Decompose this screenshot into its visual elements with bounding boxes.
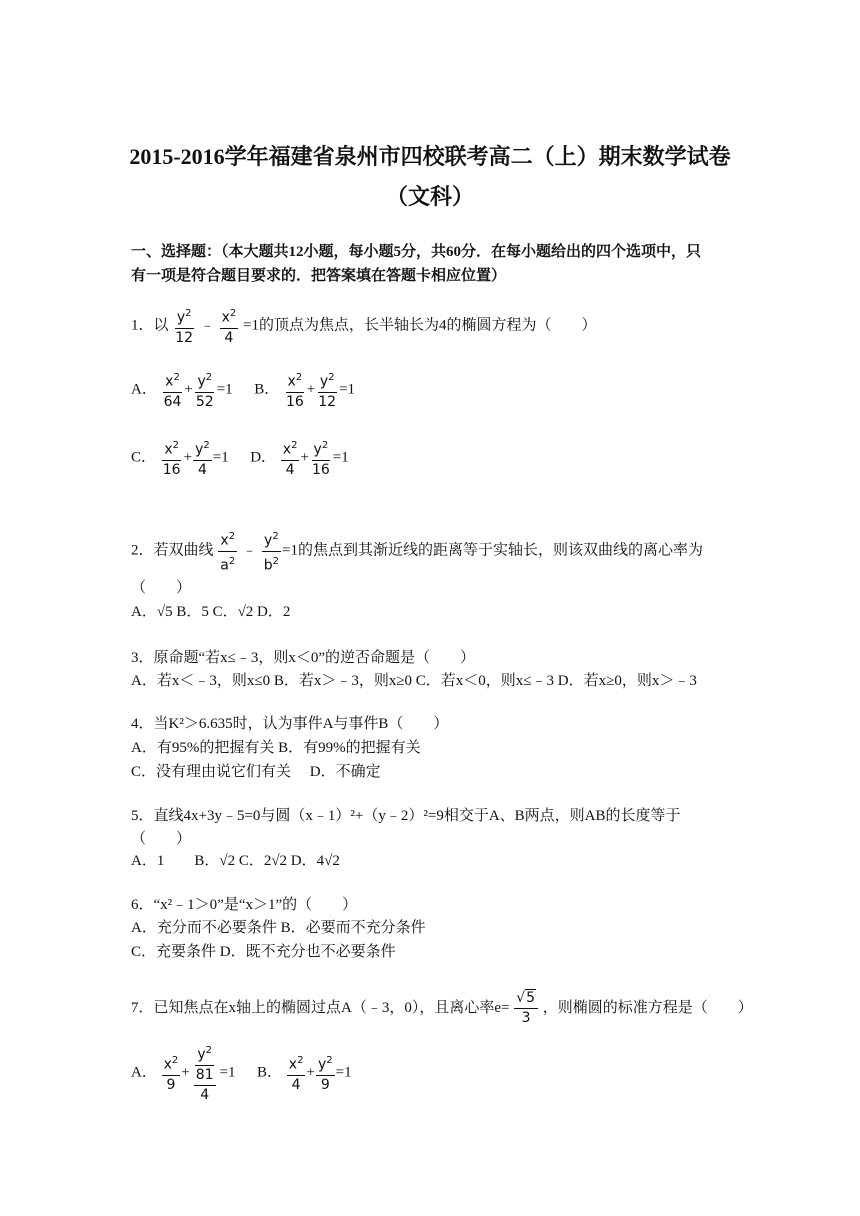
question-3-options: A．若x＜﹣3，则x≤0 B．若x＞﹣3，则x≥0 C．若x＜0，则x≤﹣3 D．若x≥0，则x＞﹣3 — [131, 673, 697, 689]
question-7-stem: 7．已知焦点在x轴上的椭圆过点A（﹣3，0），且离心率e= $\frac{√5}{3}$ ，则椭圆的标准方程是（ ） — [131, 990, 753, 1026]
option-c-den1: 16 — [162, 461, 181, 478]
q1-suffix: =1的顶点为焦点，长半轴长为4的椭圆方程为（ ） — [243, 317, 597, 334]
question-1-options-ab: A． $\frac{x^2}{64}$ + $\frac{y^2}{52}$ =1 B． $\frac{x^2}{16}$ + $\frac{y^2}{12}$ =1 — [131, 369, 355, 411]
option-a-label: A． — [131, 381, 157, 398]
option-a-den2: 52 — [195, 393, 214, 410]
question-7-options-ab: A． $\frac{x^2}{9}$ + $\frac{y^2}{\frac{81}{4}}$ =1 B． $\frac{x^2}{4}$ + $\frac{y^2}{9}$ =1 — [131, 1042, 352, 1104]
question-3-stem: 3．原命题“若x≤﹣3，则x＜0”的逆否命题是（ ） — [131, 650, 476, 666]
option-a-den1: 64 — [163, 393, 182, 410]
option-d-label: D． — [250, 449, 277, 466]
q7-stem-a: 7．已知焦点在x轴上的椭圆过点A（﹣3，0），且离心率e= — [131, 999, 510, 1016]
option-d-den1: 4 — [285, 461, 295, 478]
question-4-stem: 4．当K²＞6.635时，认为事件A与事件B（ ） — [131, 716, 449, 732]
question-6-options-ab: A．充分而不必要条件 B．必要而不充分条件 — [131, 920, 426, 936]
option-b-den2: 12 — [318, 393, 337, 410]
page-title: 2015-2016学年福建省泉州市四校联考高二（上）期末数学试卷 — [129, 144, 731, 169]
q1-prefix: 1．以 — [131, 317, 169, 334]
option-b-label: B． — [257, 1064, 283, 1081]
question-5-paren: （ ） — [131, 831, 192, 847]
option-c-label: C． — [131, 449, 157, 466]
q7-stem-b: ，则椭圆的标准方程是（ ） — [542, 999, 753, 1016]
question-1-options-cd: C． $\frac{x^2}{16}$ + $\frac{y^2}{4}$ =1 D． $\frac{x^2}{4}$ + $\frac{y^2}{16}$ =1 — [131, 437, 349, 479]
question-5-options: A．1 B．√2 C．2√2 D．4√2 — [131, 853, 340, 869]
q2-prefix: 2．若双曲线 — [131, 542, 214, 559]
question-2-paren: （ ） — [131, 580, 192, 596]
q2-suffix: 的焦点到其渐近线的距离等于实轴长，则该双曲线的离心率为 — [297, 542, 703, 559]
option-c-den2: 4 — [197, 461, 207, 478]
section-header-line1: 一、选择题：（本大题共12小题，每小题5分，共60分．在每小题给出的四个选项中，只 — [131, 244, 702, 260]
question-6-stem: 6．“x²﹣1＞0”是“x＞1”的（ ） — [131, 897, 358, 913]
question-2-stem: 2．若双曲线 $\frac{x^2}{a^2}$ ﹣ $\frac{y^2}{b^2}$ =1的焦点到其渐近线的距离等于实轴长，则该双曲线的离心率为 — [131, 528, 703, 574]
option-a-label: A． — [131, 1064, 157, 1081]
option-b-den1: 16 — [285, 393, 304, 410]
fraction: $\frac{y^2}{12}$ — [173, 305, 195, 347]
question-6-options-cd: C．充要条件 D．既不充分也不必要条件 — [131, 944, 396, 960]
question-1-stem: 1．以 $\frac{y^2}{12}$ ﹣ $\frac{x^2}{4}$ =1的顶点为焦点，长半轴长为4的椭圆方程为（ ） — [131, 305, 597, 347]
question-4-options-cd: C．没有理由说它们有关 D．不确定 — [131, 764, 381, 780]
question-5-stem: 5．直线4x+3y﹣5=0与圆（x﹣1）²+（y﹣2）²=9相交于A、B两点，则AB的长度等于 — [131, 808, 681, 824]
option-b-label: B． — [254, 381, 280, 398]
fraction: $\frac{x^2}{4}$ — [220, 305, 239, 347]
page-subtitle: （文科） — [385, 184, 474, 209]
question-4-options-ab: A．有95%的把握有关 B．有99%的把握有关 — [131, 740, 421, 756]
option-d-den2: 16 — [311, 461, 330, 478]
section-header-line2: 有一项是符合题目要求的．把答案填在答题卡相应位置） — [131, 268, 507, 284]
question-2-options: A．√5 B．5 C．√2 D．2 — [131, 604, 291, 620]
